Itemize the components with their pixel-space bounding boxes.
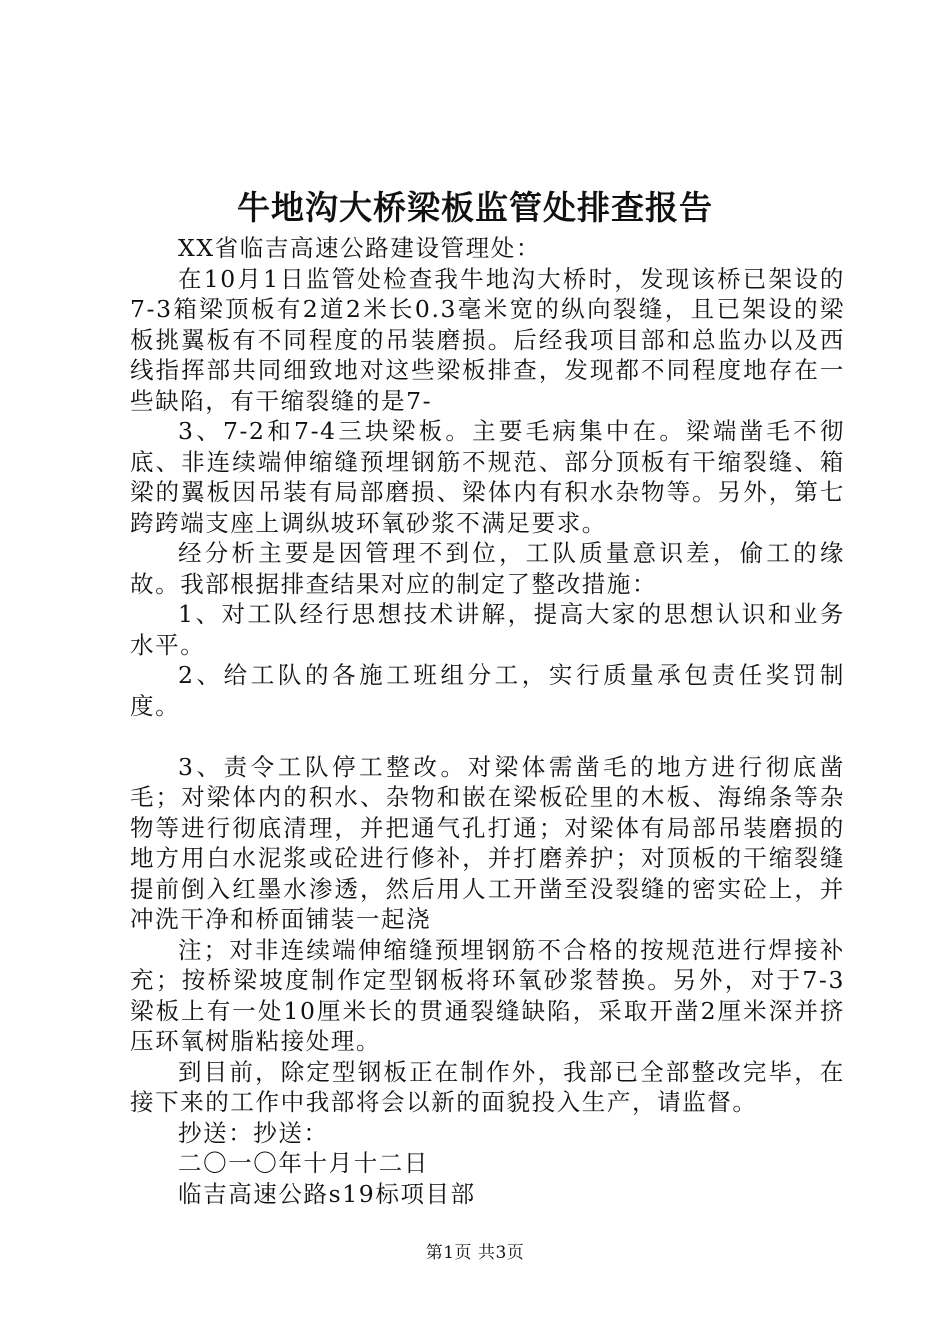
paragraph-3: 经分析主要是因管理不到位，工队质量意识差，偷工的缘故。我部根据排查结果对应的制定了整改措施：: [130, 539, 845, 598]
blank-line: [130, 721, 845, 752]
signature-line: 临吉高速公路s19标项目部: [178, 1179, 476, 1208]
salutation: XX省临吉高速公路建设管理处：: [178, 234, 541, 262]
document-title: 牛地沟大桥梁板监管处排查报告: [237, 188, 713, 227]
measure-1: 1、对工队经行思想技术讲解，提高大家的思想认识和业务水平。: [130, 600, 845, 659]
measure-2: 2、给工队的各施工班组分工，实行质量承包责任奖罚制度。: [130, 661, 845, 720]
paragraph-2: 3、7-2和7-4三块梁板。主要毛病集中在。梁端凿毛不彻底、非连续端伸缩缝预埋钢筋不规范、部分顶板有干缩裂缝、箱梁的翼板因吊装有局部磨损、梁体内有积水杂物等。另外，第七跨跨端支座上调纵坡环氧砂浆不满足要求。: [130, 417, 845, 537]
paragraph-1: 在10月1日监管处检查我牛地沟大桥时，发现该桥已架设的7-3箱梁顶板有2道2米长0.3毫米宽的纵向裂缝，且已架设的梁板挑翼板有不同程度的吊装磨损。后经我项目部和总监办以及西线指挥部共同细致地对这些梁板排查，发现都不同程度地存在一些缺陷，有干缩裂缝的是7-: [130, 264, 845, 415]
document-body: [130, 233, 845, 1209]
closing-paragraph: 到目前，除定型钢板正在制作外，我部已全部整改完毕，在接下来的工作中我部将会以新的面貌投入生产，请监督。: [130, 1057, 845, 1116]
measure-3: 3、责令工队停工整改。对梁体需凿毛的地方进行彻底凿毛；对梁体内的积水、杂物和嵌在梁板砼里的木板、海绵条等杂物等进行彻底清理，并把通气孔打通；对梁体有局部吊装磨损的地方用白水泥浆或砼进行修补，并打磨养护；对顶板的干缩裂缝提前倒入红墨水渗透，然后用人工开凿至没裂缝的密实砼上，并冲洗干净和桥面铺装一起浇: [130, 752, 845, 933]
page-footer: 第1页 共3页: [425, 1243, 525, 1263]
cc-line: 抄送：抄送：: [178, 1118, 329, 1147]
date-line: 二〇一〇年十月十二日: [178, 1149, 429, 1177]
paragraph-continued: 注；对非连续端伸缩缝预埋钢筋不合格的按规范进行焊接补充；按桥梁坡度制作定型钢板将环氧砂浆替换。另外，对于7-3梁板上有一处10厘米长的贯通裂缝缺陷，采取开凿2厘米深并挤压环氧树脂粘接处理。: [130, 935, 845, 1055]
